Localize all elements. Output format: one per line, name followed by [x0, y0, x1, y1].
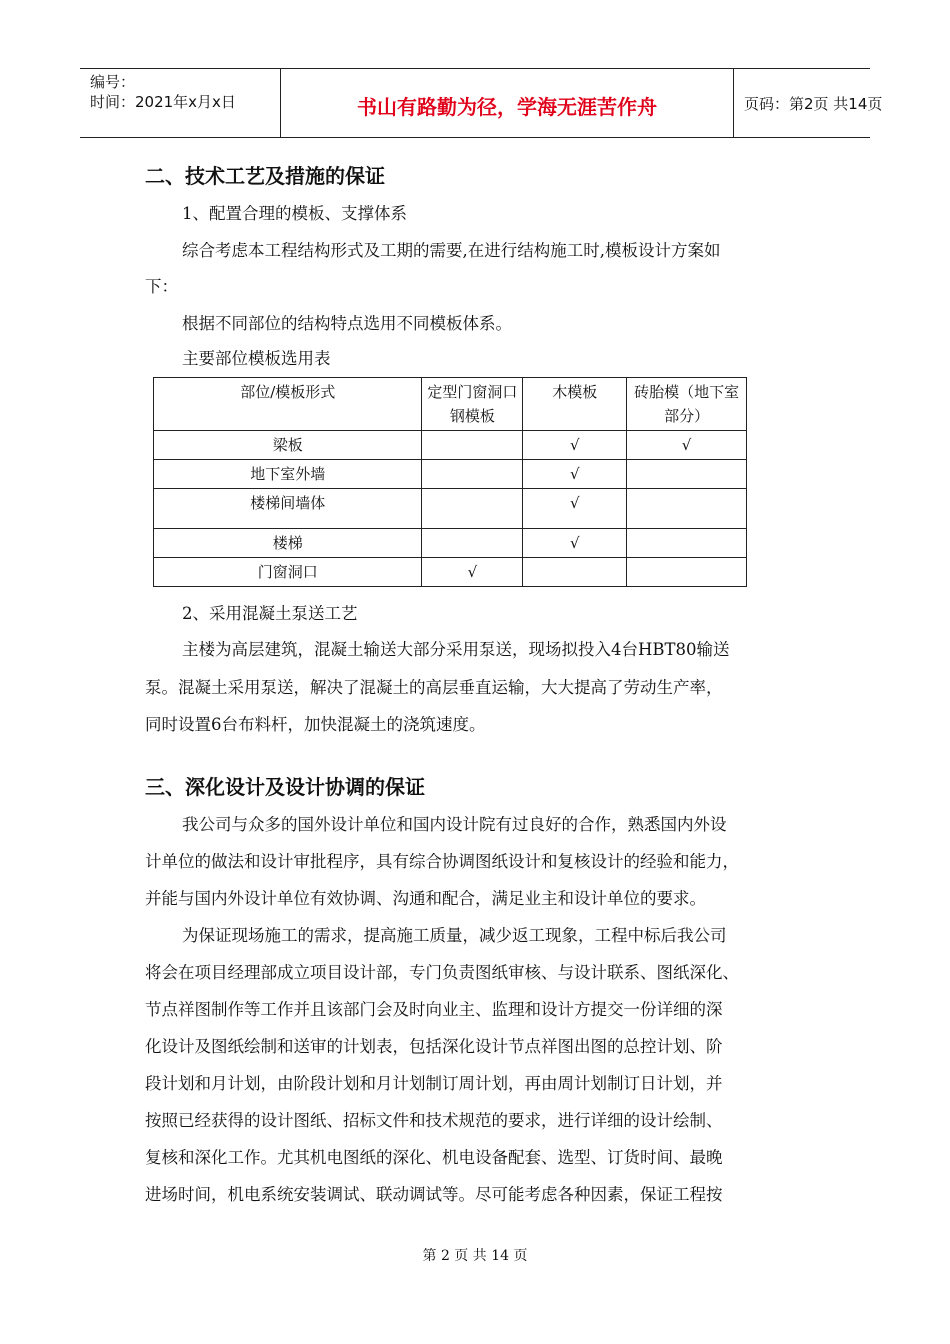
item1-title: 1、配置合理的模板、支撑体系 — [182, 204, 407, 223]
paragraph-line: 按照已经获得的设计图纸、招标文件和技术规范的要求，进行详细的设计绘制、 — [145, 1111, 723, 1130]
table-header-cell: 木模板 — [523, 378, 627, 431]
paragraph-line: 泵。混凝土采用泵送，解决了混凝土的高层垂直运输，大大提高了劳动生产率， — [145, 678, 723, 697]
table-row — [154, 431, 747, 460]
paragraph-line: 计单位的做法和设计审批程序，具有综合协调图纸设计和复核设计的经验和能力， — [145, 852, 739, 871]
header-meta-cell — [80, 69, 280, 137]
table-caption: 主要部位模板选用表 — [182, 349, 331, 368]
table-cell: √ — [523, 460, 627, 489]
paragraph-line: 同时设置6台布料杆，加快混凝土的浇筑速度。 — [145, 715, 486, 734]
table-row — [154, 489, 747, 529]
table-cell: √ — [523, 489, 627, 529]
table-cell — [627, 460, 747, 489]
paragraph-line: 我公司与众多的国外设计单位和国内设计院有过良好的合作，熟悉国内外设 — [182, 815, 727, 834]
paragraph-line: 节点祥图制作等工作并且该部门会及时向业主、监理和设计方提交一份详细的深 — [145, 1000, 723, 1019]
paragraph-line: 下： — [145, 277, 178, 296]
table-cell — [422, 529, 523, 558]
paragraph-line: 综合考虑本工程结构形式及工期的需要,在进行结构施工时,模板设计方案如 — [182, 241, 721, 260]
header-motto-cell — [280, 69, 734, 137]
motto: 书山有路勤为径，学海无涯苦作舟 — [357, 95, 657, 119]
paragraph-line: 为保证现场施工的需求，提高施工质量，减少返工现象，工程中标后我公司 — [182, 926, 727, 945]
page-info: 页码：第2页 共14页 — [744, 95, 883, 113]
page-footer: 第 2 页 共 14 页 — [422, 1248, 528, 1264]
formwork-table — [153, 377, 747, 587]
table-cell — [627, 529, 747, 558]
paragraph-line: 复核和深化工作。尤其机电图纸的深化、机电设备配套、选型、订货时间、最晚 — [145, 1148, 723, 1167]
paragraph-line: 根据不同部位的结构特点选用不同模板体系。 — [182, 314, 512, 333]
table-header-cell: 定型门窗洞口钢模板 — [422, 378, 523, 431]
section2-heading: 二、技术工艺及措施的保证 — [145, 164, 385, 188]
table-cell: 楼梯间墙体 — [154, 489, 422, 529]
table-header-cell: 砖胎模（地下室部分） — [627, 378, 747, 431]
table-cell — [422, 460, 523, 489]
table-cell — [523, 558, 627, 587]
table-header-row — [154, 378, 747, 431]
number-label: 编号： — [90, 73, 136, 91]
table-row — [154, 460, 747, 489]
table-cell: 地下室外墙 — [154, 460, 422, 489]
table-header-cell: 部位/模板形式 — [154, 378, 422, 431]
table-cell — [627, 489, 747, 529]
paragraph-line: 主楼为高层建筑，混凝土输送大部分采用泵送，现场拟投入4台HBT80输送 — [182, 640, 730, 659]
table-cell: √ — [523, 431, 627, 460]
table-cell — [422, 489, 523, 529]
table-row — [154, 529, 747, 558]
table-row — [154, 558, 747, 587]
paragraph-line: 并能与国内外设计单位有效协调、沟通和配合，满足业主和设计单位的要求。 — [145, 889, 706, 908]
paragraph-line: 段计划和月计划，由阶段计划和月计划制订周计划，再由周计划制订日计划，并 — [145, 1074, 723, 1093]
table-cell — [422, 431, 523, 460]
paragraph-line: 将会在项目经理部成立项目设计部，专门负责图纸审核、与设计联系、图纸深化、 — [145, 963, 739, 982]
section3-heading: 三、深化设计及设计协调的保证 — [145, 775, 425, 799]
table-cell: 梁板 — [154, 431, 422, 460]
table-cell — [627, 558, 747, 587]
table-cell: √ — [422, 558, 523, 587]
time-label: 时间：2021年x月x日 — [90, 93, 236, 111]
table-cell: 楼梯 — [154, 529, 422, 558]
paragraph-line: 进场时间，机电系统安装调试、联动调试等。尽可能考虑各种因素，保证工程按 — [145, 1185, 723, 1204]
paragraph-line: 化设计及图纸绘制和送审的计划表，包括深化设计节点祥图出图的总控计划、阶 — [145, 1037, 723, 1056]
item2-title: 2、采用混凝土泵送工艺 — [182, 604, 358, 623]
table-cell: √ — [523, 529, 627, 558]
table-cell: √ — [627, 431, 747, 460]
header-page-cell — [734, 69, 883, 137]
table-cell: 门窗洞口 — [154, 558, 422, 587]
document-header — [80, 68, 883, 138]
